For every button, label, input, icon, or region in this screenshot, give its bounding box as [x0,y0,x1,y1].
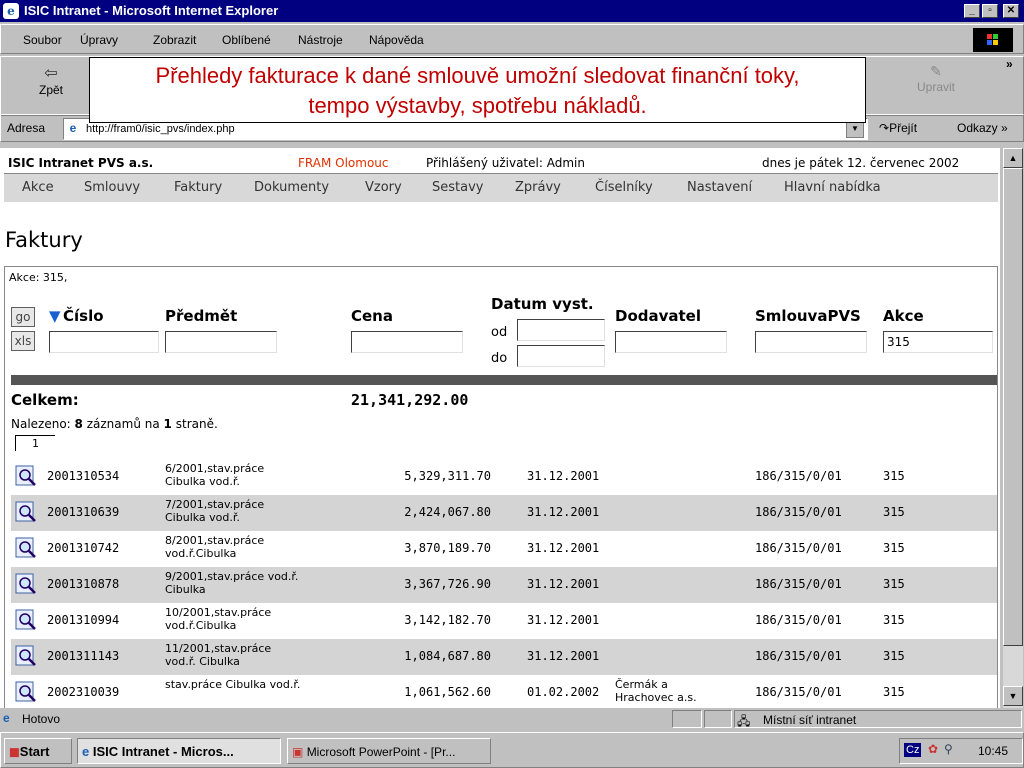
cell-cena: 3,367,726.90 [404,577,491,591]
toolbar-more-button[interactable]: » [1006,57,1013,71]
menu-upravy[interactable]: Úpravy [80,33,119,47]
table-row [11,459,997,495]
status-zone: Místní síť intranet [763,713,857,727]
task-ppt-label: Microsoft PowerPoint - [Pr... [306,745,456,759]
cell-datum: 31.12.2001 [527,469,600,483]
maximize-button[interactable]: ▫ [982,4,998,18]
menu-soubor[interactable]: Soubor [23,33,62,47]
back-label: Zpět [38,83,63,97]
company-name: ISIC Intranet PVS a.s. [8,156,154,170]
filter-info: Akce: 315, [9,271,68,284]
menu-napoveda[interactable]: Nápověda [369,33,424,47]
cell-akce: 315 [883,505,905,519]
filter-date-to-input[interactable] [517,345,605,367]
col-predmet[interactable]: Předmět [165,307,238,325]
cell-cislo: 2001310639 [47,505,120,519]
task-ie[interactable] [77,738,281,764]
tray-icon[interactable]: ✿ [928,742,939,756]
go-arrow-icon: ↷ [879,121,890,135]
date-to-label: do [491,351,508,366]
scroll-down-button[interactable]: ▼ [1003,686,1023,706]
menu-oblibene[interactable]: Oblíbené [222,33,271,47]
cell-cislo: 2001311143 [47,649,120,663]
status-pane-2 [704,710,732,728]
detail-magnifier-icon[interactable] [15,645,37,667]
cell-predmet [165,462,264,488]
cell-datum: 31.12.2001 [527,505,600,519]
menu-bar [0,24,1024,54]
cell-akce: 315 [883,469,905,483]
menu-nastroje[interactable]: Nástroje [298,33,343,47]
start-button[interactable] [4,738,72,764]
tray-icon-2[interactable]: ⚲ [944,742,953,756]
cell-cislo: 2002310039 [47,685,120,699]
system-tray [899,738,1023,764]
table-row [11,495,997,531]
cell-predmet [165,498,264,524]
found-mid: záznamů na [86,417,160,431]
cell-datum: 31.12.2001 [527,613,600,627]
cell-akce: 315 [883,541,905,555]
nav-ciselniky[interactable]: Číselníky [595,180,653,195]
language-indicator[interactable]: Cz [906,744,920,756]
found-count: 8 [74,417,83,431]
window-titlebar [0,0,1024,22]
filter-akce-input[interactable]: 315 [883,331,993,353]
cell-smlouva: 186/315/0/01 [755,577,842,591]
window-title: ISIC Intranet - Microsoft Internet Explorer [24,3,279,18]
filter-cena-input[interactable] [351,331,463,353]
separator-bar [11,375,997,385]
status-zone-pane [734,710,1022,728]
cell-predmet-line2: Cibulka vod.ř. [165,475,240,488]
task-ppt-icon: ▣ [292,745,304,759]
scroll-thumb[interactable] [1003,168,1023,646]
cell-predmet-line2: Cibulka vod.ř. [165,511,240,524]
cell-cislo: 2001310878 [47,577,120,591]
page-title: Faktury [5,228,83,252]
nav-zpravy[interactable]: Zprávy [515,180,561,195]
detail-magnifier-icon[interactable] [15,609,37,631]
total-value: 21,341,292.00 [351,391,469,409]
filter-smlouva-input[interactable] [755,331,867,353]
logged-user: Přihlášený uživatel: Admin [426,156,585,170]
status-text: Hotovo [22,712,61,726]
nav-hlavni-nabidka[interactable]: Hlavní nabídka [784,180,881,195]
cell-smlouva: 186/315/0/01 [755,649,842,663]
cell-cena: 1,084,687.80 [404,649,491,663]
cell-predmet-line2: vod.ř.Cibulka [165,619,237,632]
date-from-label: od [491,325,508,340]
task-ie-label: ISIC Intranet - Micros... [92,744,234,759]
cell-datum: 31.12.2001 [527,541,600,555]
address-value: http://fram0/isic_pvs/index.php [86,123,235,135]
cell-predmet [165,534,264,560]
cell-cena: 2,424,067.80 [404,505,491,519]
callout-line-1: Přehledy fakturace k dané smlouvě umožní sledovat finanční toky, [155,63,800,88]
cell-predmet-line1: 10/2001,stav.práce [165,606,272,619]
cell-smlouva: 186/315/0/01 [755,469,842,483]
detail-magnifier-icon[interactable] [15,681,37,703]
cell-dodavatel [615,678,697,704]
record-count [11,417,218,431]
close-button[interactable]: ✕ [1003,4,1019,18]
clock: 10:45 [978,744,1009,758]
status-pane-1 [672,710,702,728]
menu-zobrazit[interactable]: Zobrazit [153,33,197,47]
minimize-button[interactable]: _ [964,4,980,18]
nav-akce[interactable]: Akce [22,180,54,195]
edit-button[interactable] [906,63,966,94]
col-dodavatel[interactable]: Dodavatel [615,307,702,325]
page-number-link[interactable]: 1 [15,435,55,451]
col-cislo[interactable]: Číslo [63,307,104,325]
main-nav [4,174,998,202]
col-datum[interactable]: Datum vyst. [491,295,594,313]
cell-akce: 315 [883,685,905,699]
windows-flag-icon: ◼ [9,744,20,759]
total-label: Celkem: [11,391,79,409]
callout-line-2: tempo výstavby, spotřebu nákladů. [308,93,647,118]
edit-label: Upravit [916,80,955,94]
nav-smlouvy[interactable]: Smlouvy [84,180,141,195]
scroll-up-button[interactable]: ▲ [1003,148,1023,168]
location-name: FRAM Olomouc [298,156,389,170]
cell-predmet [165,678,300,691]
cell-datum: 31.12.2001 [527,649,600,663]
intranet-zone-icon: 🖧 [737,714,751,728]
ie-icon: e [3,3,19,19]
table-row [11,675,997,708]
nav-faktury[interactable]: Faktury [174,180,223,195]
cell-predmet-line1: 8/2001,stav.práce [165,534,265,547]
page-header [4,150,998,174]
cell-cislo: 2001310534 [47,469,120,483]
back-arrow-icon: ⇦ [44,65,58,82]
col-smlouva[interactable]: SmlouvaPVS [755,307,861,325]
filter-date-from-input[interactable] [517,319,605,341]
task-powerpoint[interactable] [287,738,491,764]
links-button[interactable]: Odkazy » [957,121,1008,135]
invoice-panel [4,266,998,708]
filter-dodavatel-input[interactable] [615,331,727,353]
cell-predmet-line1: 6/2001,stav.práce [165,462,265,475]
page-icon: e [69,121,77,135]
cell-predmet [165,642,271,668]
address-dropdown-button[interactable]: ▼ [846,120,864,138]
annotation-callout [89,57,866,123]
cell-dodavatel-line1: Čermák a [615,678,668,691]
cell-datum: 01.02.2002 [527,685,600,699]
vertical-scrollbar[interactable] [1003,148,1023,708]
go-button[interactable] [879,121,917,135]
cell-akce: 315 [883,613,905,627]
detail-magnifier-icon[interactable] [15,537,37,559]
found-pages: 1 [163,417,172,431]
found-suffix: straně. [175,417,218,431]
table-row [11,567,997,603]
cell-cena: 5,329,311.70 [404,469,491,483]
cell-predmet-line2: vod.ř.Cibulka [165,547,237,560]
status-bar [0,708,1024,730]
cell-predmet [165,606,271,632]
table-row [11,531,997,567]
taskbar [0,732,1024,768]
table-row [11,603,997,639]
cell-smlouva: 186/315/0/01 [755,541,842,555]
cell-dodavatel-line2: Hrachovec a.s. [615,691,697,704]
task-ie-icon: e [82,744,90,759]
cell-smlouva: 186/315/0/01 [755,685,842,699]
found-prefix: Nalezeno: [11,417,71,431]
cell-datum: 31.12.2001 [527,577,600,591]
cell-akce: 315 [883,649,905,663]
cell-predmet [165,570,298,596]
current-date: dnes je pátek 12. červenec 2002 [762,156,960,170]
detail-magnifier-icon[interactable] [15,465,37,487]
table-row [11,639,997,675]
start-label: Start [19,744,50,759]
nav-nastaveni[interactable]: Nastavení [687,180,753,195]
filter-predmet-input[interactable] [165,331,277,353]
status-page-icon: e [3,711,10,725]
windows-logo-icon [973,28,1013,52]
go-label: Přejít [889,121,918,135]
back-button[interactable] [31,63,71,97]
nav-dokumenty[interactable]: Dokumenty [254,180,330,195]
cell-cislo: 2001310994 [47,613,120,627]
cell-cena: 3,142,182.70 [404,613,491,627]
cell-predmet-line1: 9/2001,stav.práce vod.ř. [165,570,299,583]
detail-magnifier-icon[interactable] [15,501,37,523]
cell-cislo: 2001310742 [47,541,120,555]
sort-desc-icon[interactable]: ▼ [49,307,61,325]
nav-vzory[interactable]: Vzory [365,180,402,195]
detail-magnifier-icon[interactable] [15,573,37,595]
cell-cena: 3,870,189.70 [404,541,491,555]
cell-cena: 1,061,562.60 [404,685,491,699]
col-akce[interactable]: Akce [883,307,924,325]
cell-akce: 315 [883,577,905,591]
filter-cislo-input[interactable] [49,331,159,353]
edit-icon: ✎ [930,63,942,79]
xls-export-button[interactable]: xls [11,331,35,351]
nav-sestavy[interactable]: Sestavy [432,180,484,195]
cell-predmet-line2: vod.ř. Cibulka [165,655,240,668]
cell-smlouva: 186/315/0/01 [755,505,842,519]
col-cena[interactable]: Cena [351,307,393,325]
address-label: Adresa [7,121,46,135]
cell-predmet-line1: 7/2001,stav.práce [165,498,265,511]
page-content [0,148,1000,708]
cell-predmet-line1: stav.práce Cibulka vod.ř. [165,678,301,691]
cell-predmet-line1: 11/2001,stav.práce [165,642,272,655]
go-filter-button[interactable]: go [11,307,35,327]
cell-smlouva: 186/315/0/01 [755,613,842,627]
cell-predmet-line2: Cibulka [165,583,206,596]
